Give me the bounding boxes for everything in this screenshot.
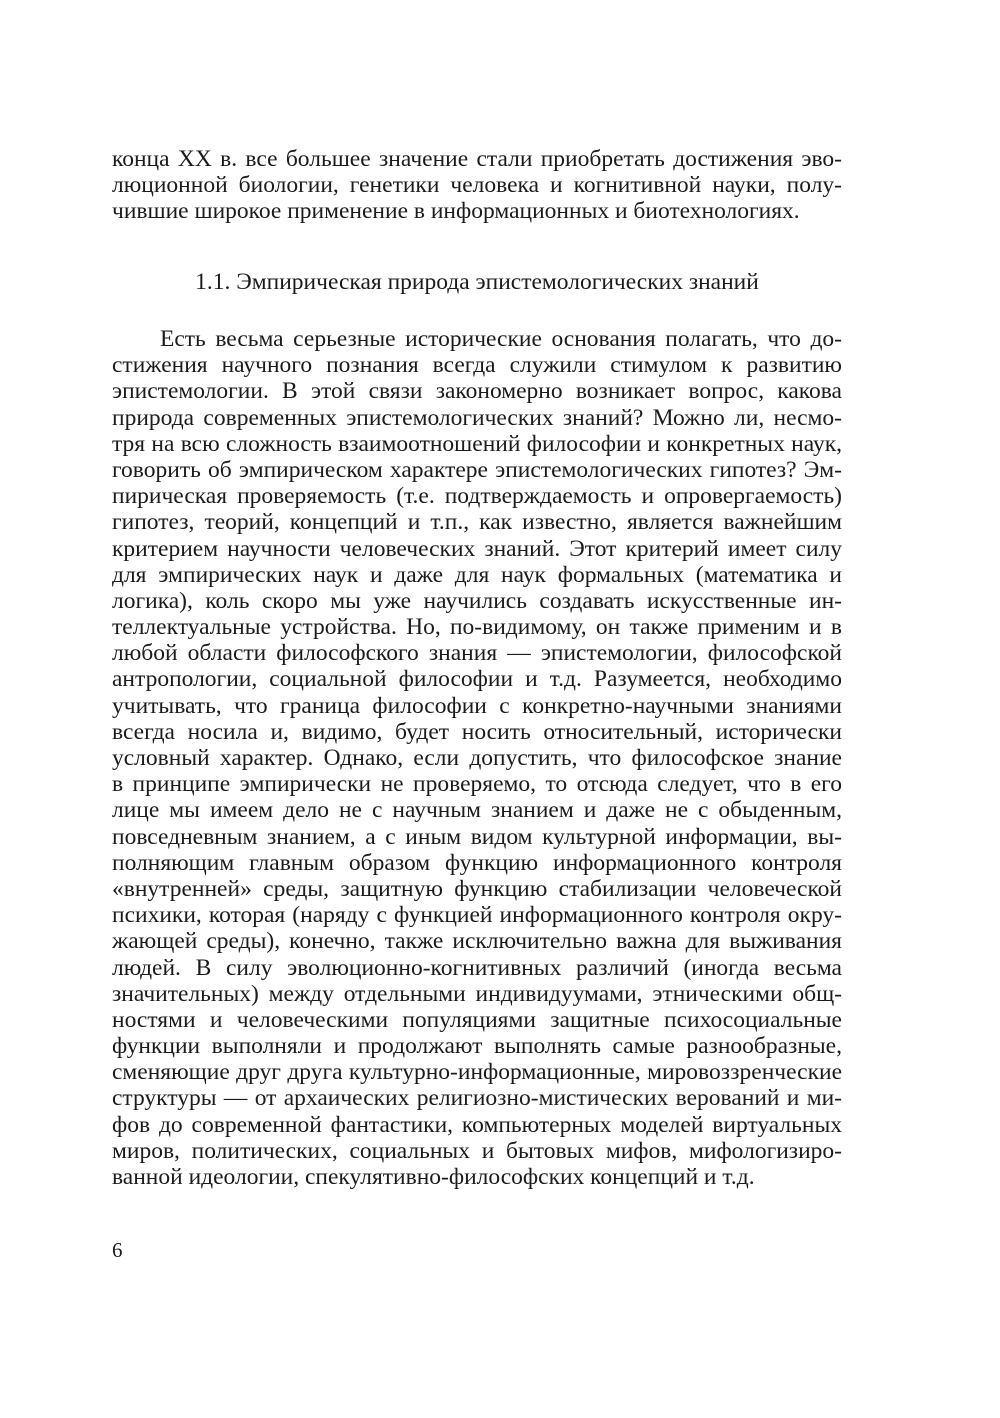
text-line: любой области философского знания — эпистемологии, философской xyxy=(112,640,842,667)
text-line: фов до современной фантастики, компьютерных моделей виртуальных xyxy=(112,1111,842,1138)
intro-paragraph xyxy=(112,146,842,225)
text-line: всегда носила и, видимо, будет носить относительный, исторически xyxy=(112,718,842,745)
text-line: значительных) между отдельными индивидуумами, этническими общ- xyxy=(112,980,842,1007)
text-line: чившие широкое применение в информационных и биотехнологиях. xyxy=(112,198,800,225)
text-line: критерием научности человеческих знаний. Этот критерий имеет силу xyxy=(112,535,842,562)
text-line: эпистемологии. В этой связи закономерно возникает вопрос, какова xyxy=(112,378,842,405)
text-line: антропологии, социальной философии и т.д. Разумеется, необходимо xyxy=(112,666,842,693)
text-line: «внутренней» среды, защитную функцию стабилизации человеческой xyxy=(112,875,842,902)
text-line: люционной биологии, генетики человека и когнитивной науки, полу- xyxy=(112,172,842,199)
text-line: тря на всю сложность взаимоотношений философии и конкретных наук, xyxy=(112,430,842,457)
section-heading: 1.1. Эмпирическая природа эпистемологических знаний xyxy=(195,269,759,295)
text-line: лице мы имеем дело не с научным знанием и даже не с обыденным, xyxy=(112,797,842,824)
text-line: полняющим главным образом функцию информационного контроля xyxy=(112,849,842,876)
text-line: Есть весьма серьезные исторические основания полагать, что до- xyxy=(160,326,842,352)
text-line: психики, которая (наряду с функцией информационного контроля окру- xyxy=(112,902,842,929)
text-line: пирическая проверяемость (т.е. подтверждаемость и опровергаемость) xyxy=(112,483,842,510)
text-line: в принципе эмпирически не проверяемо, то отсюда следует, что в его xyxy=(112,771,842,798)
page-number: 6 xyxy=(112,1238,123,1262)
text-line: стижения научного познания всегда служили стимулом к развитию xyxy=(112,352,842,379)
text-line: учитывать, что граница философии с конкретно-научными знаниями xyxy=(112,692,842,719)
text-line: миров, политических, социальных и бытовых мифов, мифологизиро- xyxy=(112,1137,842,1164)
text-line: для эмпирических наук и даже для наук формальных (математика и xyxy=(112,561,842,588)
text-line: конца XX в. все большее значение стали приобретать достижения эво- xyxy=(112,146,842,172)
text-line: ностями и человеческими популяциями защитные психосоциальные xyxy=(112,1006,842,1033)
text-line: природа современных эпистемологических знаний? Можно ли, несмо- xyxy=(112,404,842,431)
text-line: условный характер. Однако, если допустить, что философское знание xyxy=(112,745,842,771)
text-line: людей. В силу эволюционно-когнитивных различий (иногда весьма xyxy=(112,954,842,981)
text-line: сменяющие друг друга культурно-информационные, мировоззренческие xyxy=(112,1059,842,1086)
text-line: структуры — от архаических религиозно-мистических верований и ми- xyxy=(112,1085,842,1112)
text-line: повседневным знанием, а с иным видом культурной информации, вы- xyxy=(112,823,842,850)
text-line: функции выполняли и продолжают выполнять самые разнообразные, xyxy=(112,1033,842,1060)
text-line: гипотез, теорий, концепций и т.п., как известно, является важнейшим xyxy=(112,509,842,536)
text-line: говорить об эмпирическом характере эпистемологических гипотез? Эм- xyxy=(112,456,842,483)
main-paragraph xyxy=(112,326,842,1190)
text-line: теллектуальные устройства. Но, по-видимому, он также применим и в xyxy=(112,614,842,641)
text-line: жающей среды), конечно, также исключительно важна для выживания xyxy=(112,928,842,955)
text-line: логика), коль скоро мы уже научились создавать искусственные ин- xyxy=(112,587,842,614)
text-line: ванной идеологии, спекулятивно-философских концепций и т.д. xyxy=(112,1164,755,1190)
